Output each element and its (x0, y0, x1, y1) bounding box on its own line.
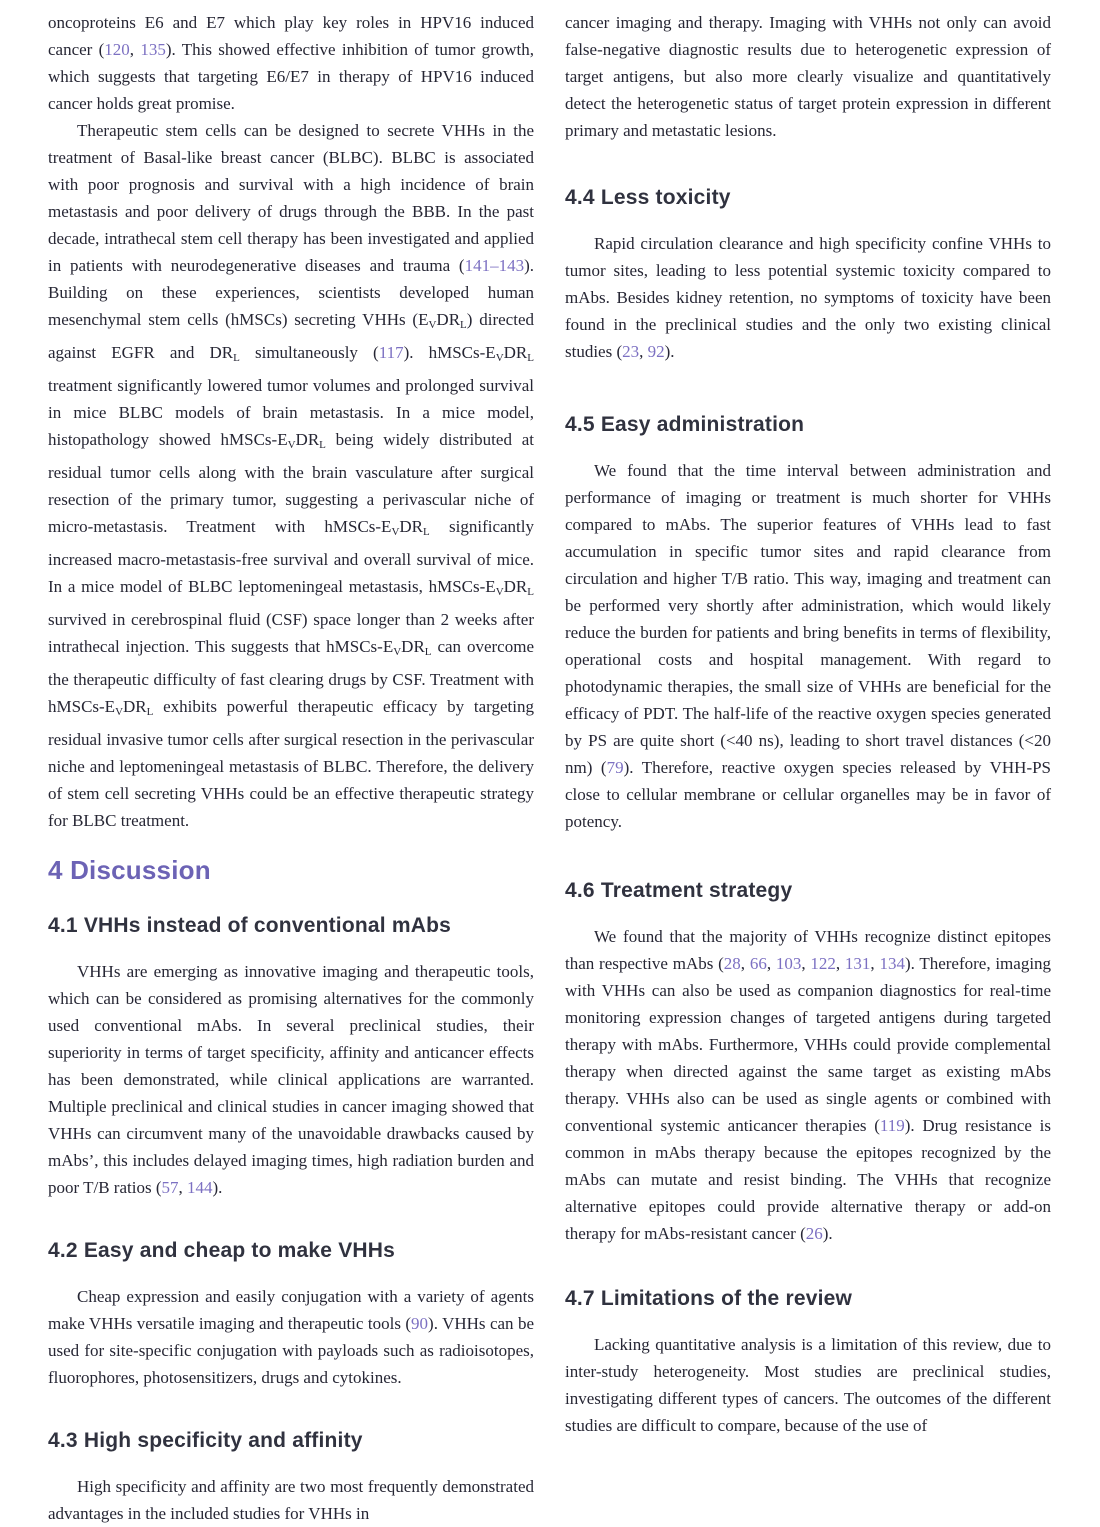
body-text: exhibits powerful therapeutic efficacy by targeting residual invasive tumor cells after surgical resection in the perivascular niche and leptomeningeal metastasis of BLBC. Therefore, the delivery of stem cell secreting VHHs could be an effective therapeutic strategy for BLBC treatment. (48, 697, 534, 830)
paragraph (48, 1283, 534, 1391)
subscript-text: L (319, 439, 326, 451)
body-text: VHHs are emerging as innovative imaging and therapeutic tools, which can be considered as promising alternatives for the commonly used conventional mAbs. In several preclinical studies, their superiority in terms of target specificity, affinity and anticancer effects has been demonstrated, while clinical applications are warranted. Multiple preclinical and clinical studies in cancer imaging showed that VHHs can circumvent many of the unavoidable drawbacks caused by mAbs’, this includes delayed imaging times, high radiation burden and poor T/B ratios ( (48, 962, 534, 1197)
body-text: simultaneously ( (239, 343, 379, 362)
paragraph (48, 958, 534, 1201)
citation-link[interactable]: 103 (775, 954, 802, 973)
paragraph (565, 1331, 1051, 1439)
right-column (565, 9, 1051, 1527)
citation-link[interactable]: 26 (805, 1224, 823, 1243)
subscript-text: L (424, 646, 432, 658)
body-text: , (870, 954, 880, 973)
body-text: survived in cerebrospinal fluid (CSF) space longer than 2 weeks after intrathecal injection. This suggests that hMSCs-E (48, 610, 534, 656)
body-text: being widely distributed at residual tumor cells along with the brain vasculature after surgical resection of the primary tumor, suggesting a perivascular niche of micro-metastasis. Treatment with hMSCs-E (48, 430, 534, 536)
subscript-text: V (391, 526, 400, 538)
subsection-heading-4-2: 4.2 Easy and cheap to make VHHs (48, 1239, 396, 1262)
body-text: ). (822, 1224, 833, 1243)
citation-link[interactable]: 134 (879, 954, 905, 973)
body-text: DR (295, 430, 320, 449)
body-text: We found that the majority of VHHs recognize distinct epitopes than respective mAbs ( (565, 927, 1051, 973)
subscript-text: V (287, 439, 296, 451)
subscript-text: L (233, 352, 240, 364)
subscript-text: L (527, 586, 534, 598)
subscript-text: L (146, 706, 154, 718)
subsection-heading-4-6: 4.6 Treatment strategy (565, 879, 793, 902)
body-text: ). (212, 1178, 223, 1197)
body-text: significantly increased macro-metastasis-free survival and overall survival of mice. In a mice model of BLBC leptomeningeal metastasis, hMSCs-E (48, 517, 535, 596)
body-text: Rapid circulation clearance and high specificity confine VHHs to tumor sites, leading to less potential systemic toxicity compared to mAbs. Besides kidney retention, no symptoms of toxicity have been found in the preclinical studies and the only two existing clinical studies ( (565, 234, 1051, 361)
citation-link[interactable]: 90 (411, 1314, 429, 1333)
body-text: Lacking quantitative analysis is a limitation of this review, due to inter-study heterogeneity. Most studies are preclinical studies, investigating different types of cancers. The outcomes of the different studies are difficult to compare, because of the use of (565, 1335, 1051, 1435)
citation-link[interactable]: 66 (749, 954, 767, 973)
body-text: ) directed against EGFR and DR (48, 310, 534, 362)
subscript-text: V (495, 352, 504, 364)
body-text: oncoproteins E6 and E7 which play key roles in HPV16 induced cancer ( (48, 13, 534, 59)
citation-link[interactable]: 57 (161, 1178, 179, 1197)
paragraph (565, 457, 1051, 835)
citation-link[interactable]: 119 (879, 1116, 905, 1135)
body-text: ). Building on these experiences, scientists developed human mesenchymal stem cells (hMSCs) secreting VHHs (E (48, 256, 534, 329)
subscript-text: L (460, 319, 467, 331)
body-text: DR (123, 697, 147, 716)
subsection-heading-4-1: 4.1 VHHs instead of conventional mAbs (48, 914, 451, 937)
subsection-heading-4-5: 4.5 Easy administration (565, 413, 805, 436)
body-text: ). (664, 342, 675, 361)
paragraph (565, 230, 1051, 365)
body-text: can overcome the therapeutic difficulty of fast clearing drugs by CSF. Treatment with hMSCs-E (48, 637, 534, 716)
left-column (48, 9, 534, 1527)
subsection-heading-4-3: 4.3 High specificity and affinity (48, 1429, 363, 1452)
body-text: cancer imaging and therapy. Imaging with VHHs not only can avoid false-negative diagnostic results due to heterogenetic expression of target antigens, but also more clearly visualize and quantitatively detect the heterogenetic status of target protein expression in different primary and metastatic lesions. (565, 13, 1051, 140)
body-text: , (835, 954, 845, 973)
body-text: , (766, 954, 776, 973)
paragraph (48, 9, 534, 117)
body-text: High specificity and affinity are two most frequently demonstrated advantages in the included studies for VHHs in (48, 1477, 534, 1523)
body-text: , (178, 1178, 187, 1197)
citation-link[interactable]: 23 (622, 342, 640, 361)
body-text: DR (399, 517, 424, 536)
body-text: DR (436, 310, 461, 329)
subsection-heading-4-7: 4.7 Limitations of the review (565, 1287, 853, 1310)
citation-link[interactable]: 117 (378, 343, 404, 362)
body-text: We found that the time interval between administration and performance of imaging or treatment is much shorter for VHHs compared to mAbs. The superior features of VHHs lead to fast accumulation in specific tumor sites and rapid clearance from circulation and higher T/B ratio. This way, imaging and treatment can be performed very shortly after administration, which would likely reduce the burden for patients and bring benefits in terms of flexibility, operational costs and hospital management. With regard to photodynamic therapies, the small size of VHHs are beneficial for the efficacy of PDT. The half-life of the reactive oxygen species generated by PS are quite short (<40 ns), leading to short travel distances (<20 nm) ( (565, 461, 1051, 777)
body-text: DR (503, 343, 528, 362)
subscript-text: L (527, 352, 534, 364)
citation-link[interactable]: 79 (606, 758, 624, 777)
paragraph (565, 9, 1051, 144)
body-text: Therapeutic stem cells can be designed to secrete VHHs in the treatment of Basal-like breast cancer (BLBC). BLBC is associated with poor prognosis and survival with a high incidence of brain metastasis and poor delivery of drugs through the BBB. In the past decade, intrathecal stem cell therapy has been investigated and applied in patients with neurodegenerative diseases and trauma ( (48, 121, 534, 275)
subscript-text: V (495, 586, 504, 598)
two-column-layout (48, 9, 1100, 1527)
body-text: ). Therefore, reactive oxygen species released by VHH-PS close to cellular membrane or cellular organelles may be in favor of potency. (565, 758, 1052, 831)
citation-link[interactable]: 144 (186, 1178, 213, 1197)
citation-link[interactable]: 92 (647, 342, 665, 361)
body-text: ). VHHs can be used for site-specific conjugation with payloads such as radioisotopes, fluorophores, photosensitizers, drugs and cytokines. (48, 1314, 535, 1387)
citation-link[interactable]: 120 (104, 40, 130, 59)
paragraph (48, 1473, 534, 1527)
citation-link[interactable]: 28 (723, 954, 741, 973)
body-text: ). Drug resistance is common in mAbs therapy because the epitopes recognized by the mAbs can mutate and resist binding. The VHHs that recognize alternative epitopes could provide alternative therapy or add-on therapy for mAbs-resistant cancer ( (565, 1116, 1051, 1243)
paragraph (48, 117, 534, 834)
body-text: DR (401, 637, 425, 656)
paragraph (565, 923, 1051, 1247)
subsection-heading-4-4: 4.4 Less toxicity (565, 186, 731, 209)
citation-link[interactable]: 131 (844, 954, 871, 973)
body-text: ). hMSCs-E (403, 343, 496, 362)
body-text: ). Therefore, imaging with VHHs can also be used as companion diagnostics for real-time monitoring expression changes of targeted antigens during targeted therapy with mAbs. Furthermore, VHHs could provide complemental therapy when directed against the same target as existing mAbs therapy. VHHs also can be used as single agents or combined with conventional systemic anticancer therapies ( (565, 954, 1052, 1135)
citation-link[interactable]: 122 (810, 954, 836, 973)
subscript-text: V (115, 706, 124, 718)
body-text: , (639, 342, 648, 361)
body-text: ). This showed effective inhibition of tumor growth, which suggests that targeting E6/E7 in therapy of HPV16 induced cancer holds great promise. (48, 40, 534, 113)
section-heading-discussion: 4 Discussion (48, 855, 211, 885)
body-text: , (801, 954, 811, 973)
body-text: , (129, 40, 141, 59)
body-text: DR (503, 577, 528, 596)
body-text: treatment significantly lowered tumor volumes and prolonged survival in mice BLBC models of brain metastasis. In a mice model, histopathology showed hMSCs-E (48, 376, 534, 449)
body-text: , (740, 954, 750, 973)
citation-link[interactable]: 141–143 (464, 256, 525, 275)
citation-link[interactable]: 135 (140, 40, 166, 59)
subscript-text: L (423, 526, 430, 538)
body-text: Cheap expression and easily conjugation with a variety of agents make VHHs versatile imaging and therapeutic tools ( (48, 1287, 534, 1333)
subscript-text: V (393, 646, 402, 658)
subscript-text: V (428, 319, 437, 331)
